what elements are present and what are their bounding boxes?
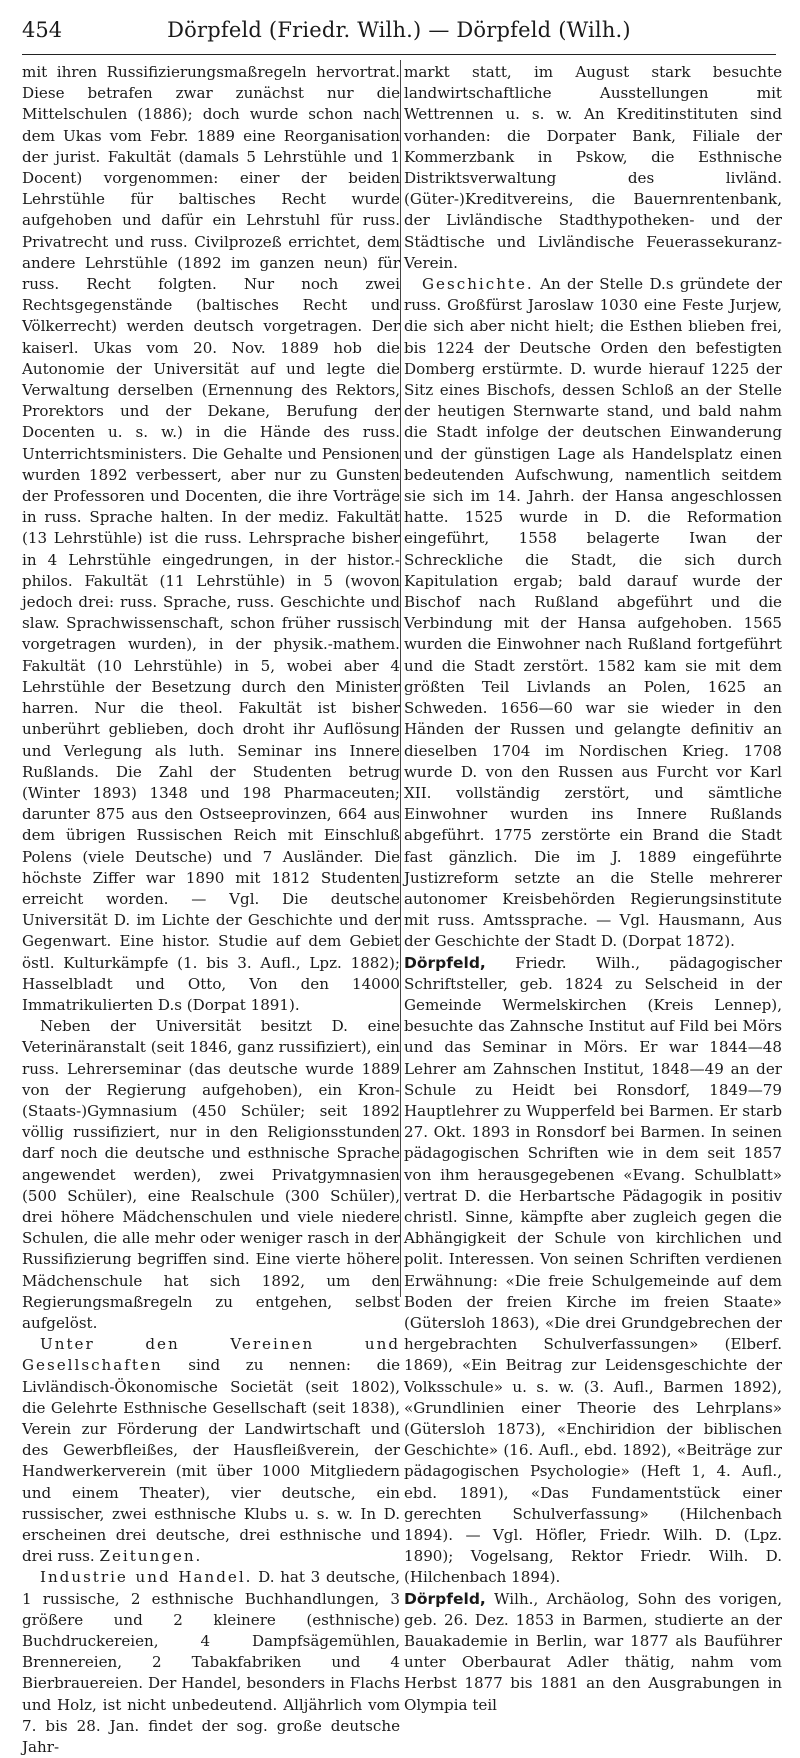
- lemma-doerpfeld-wilhelm: Dörpfeld,: [404, 1589, 486, 1608]
- newspapers-word: Zeitungen.: [99, 1547, 203, 1566]
- societies-text: sind zu nennen: die Livländisch-Ökonomische Societät (seit 1802), die Gelehrte Esthnische Gesellschaft (seit 1838), Verein zur Förderung der Landwirtschaft und des Gewerbfleißes, der Hausfleißverein, der Handwerkerverein (mit über 1000 Mitgliedern und einem Theater), vier deutsche, ein russischer, zwei esthnische Klubs u. s. w. In D. erscheinen drei deutsche, drei esthnische und drei russ.: [22, 1356, 400, 1566]
- section-heading-societies: Unter den Vereinen und Gesellschaften: [22, 1335, 400, 1375]
- section-heading-history: Geschichte.: [422, 275, 534, 294]
- entry-text-friedrich: Friedr. Wilh., pädagogischer Schriftsteller, geb. 1824 zu Selscheid in der Gemeinde Wermelskirchen (Kreis Lennep), besuchte das Zahnsche Institut auf Fild bei Mörs und das Seminar in Mörs. Er war 1844—48 Lehrer am Zahnschen Institut, 1848—49 an der Schule zu Heidt bei Ronsdorf, 1849—79 Hauptlehrer zu Wupperfeld bei Barmen. Er starb 27. Okt. 1893 in Ronsdorf bei Barmen. In seinen pädagogischen Schriften wie in dem seit 1857 von ihm herausgegebenen «Evang. Schulblatt» vertrat D. die Herbartsche Pädagogik in positiv christl. Sinne, kämpfte aber zugleich gegen die Abhängigkeit der Schule von kirchlichen und polit. Interessen. Von seinen Schriften verdienen Erwähnung: «Die freie Schulgemeinde auf dem Boden der freien Kirche im freien Staate» (Gütersloh 1863), «Die drei Grundgebrechen der hergebrachten Schulverfassungen» (Elberf. 1869), «Ein Beitrag zur Leidensgeschichte der Volksschule» u. s. w. (3. Aufl., Barmen 1892), «Grundlinien einer Theorie des Lehrplans» (Gütersloh 1873), «Enchiridion der biblischen Geschichte» (16. Aufl., ebd. 1892), «Beiträge zur pädagogischen Psychologie» (Heft 1, 4. Aufl., ebd. 1891), «Das Fundamentstück einer gerechten Schulverfassung» (Hilchenbach 1894). — Vgl. Höfler, Friedr. Wilh. D. (Lpz. 1890); Vogelsang, Rektor Friedr. Wilh. D. (Hilchenbach 1894).: [404, 953, 782, 1587]
- entry-doerpfeld-friedrich: [404, 953, 782, 1589]
- lemma-doerpfeld-friedrich: Dörpfeld,: [404, 953, 486, 972]
- paragraph-university-russification: mit ihren Russifizierungsmaßregeln hervortrat. Diese betrafen zwar zunächst nur die Mittelschulen (1886); doch wurde schon nach dem Ukas vom Febr. 1889 eine Reorganisation der jurist. Fakultät (damals 5 Lehrstühle und 1 Docent) vorgenommen: einer der beiden Lehrstühle für baltisches Recht wurde aufgehoben und dafür ein Lehrstuhl für russ. Privatrecht und russ. Civilprozeß errichtet, dem andere Lehrstühle (1892 im ganzen neun) für russ. Recht folgten. Nur noch zwei Rechtsgegenstände (baltisches Recht und Völkerrecht) werden deutsch vorgetragen. Der kaiserl. Ukas vom 20. Nov. 1889 hob die Autonomie der Universität auf und legte die Verwaltung derselben (Ernennung des Rektors, Prorektors und der Dekane, Berufung der Docenten u. s. w.) in die Hände des russ. Unterrichtsministers. Die Gehalte und Pensionen wurden 1892 verbessert, aber nur zu Gunsten der Professoren und Docenten, die ihre Vorträge in russ. Sprache halten. In der mediz. Fakultät (13 Lehrstühle) ist die russ. Lehrsprache bisher in 4 Lehrstühle eingedrungen, in der histor.-philos. Fakultät (11 Lehrstühle) in 5 (wovon jedoch drei: russ. Sprache, russ. Geschichte und slaw. Sprachwissenschaft, schon früher russisch vorgetragen wurden), in der physik.-mathem. Fakultät (10 Lehrstühle) in 5, wobei aber 4 Lehrstühle der Besetzung durch den Minister harren. Nur die theol. Fakultät ist bisher unberührt geblieben, doch droht ihr Auflösung und Verlegung als luth. Seminar ins Innere Rußlands. Die Zahl der Studenten betrug (Winter 1893) 1348 und 198 Pharmaceuten; darunter 875 aus den Ostseeprovinzen, 664 aus dem übrigen Russischen Reich mit Einschluß Polens (viele Deutsche) und 7 Ausländer. Die höchste Ziffer war 1890 mit 1812 Studenten erreicht worden. — Vgl. Die deutsche Universität D. im Lichte der Geschichte und der Gegenwart. Eine histor. Studie auf dem Gebiet östl. Kulturkämpfe (1. bis 3. Aufl., Lpz. 1882); Hasselbladt und Otto, Von den 14000 Immatrikulierten D.s (Dorpat 1891).: [22, 63, 400, 1014]
- paragraph-industry-trade: [22, 1567, 400, 1758]
- page-header: [22, 6, 776, 55]
- paragraph-societies: [22, 1334, 400, 1567]
- column-divider: [400, 60, 401, 1297]
- entry-doerpfeld-wilhelm: [404, 1589, 782, 1716]
- paragraph-trade-continued: markt statt, im August stark besuchte landwirtschaftliche Ausstellungen mit Wettrennen u. s. w. An Kreditinstituten sind vorhanden: die Dorpater Bank, Filiale der Kommerzbank in Pskow, die Esthnische Distriktsverwaltung des livländ. (Güter-)Kreditvereins, die Bauernrentenbank, der Livländische Stadthypotheken- und der Städtische und Livländische Feuerassekuranz-Verein.: [404, 63, 782, 272]
- industry-text: D. hat 3 deutsche, 1 russische, 2 esthnische Buchhandlungen, 3 größere und 2 kleinere (esthnische) Buchdruckereien, 4 Dampfsägemühlen, Brennereien, 2 Tabakfabriken und 4 Bierbrauereien. Der Handel, besonders in Flachs und Holz, ist nicht unbedeutend. Alljährlich vom 7. bis 28. Jan. findet der sog. große deutsche Jahr-: [22, 1568, 400, 1757]
- section-heading-industry: Industrie und Handel.: [40, 1568, 253, 1587]
- running-head: Dörpfeld (Friedr. Wilh.) — Dörpfeld (Wilh.): [167, 18, 631, 42]
- paragraph-schools: Neben der Universität besitzt D. eine Veterinäranstalt (seit 1846, ganz russifiziert), ein russ. Lehrerseminar (das deutsche wurde 1889 von der Regierung aufgehoben), ein Kron-(Staats-)Gymnasium (450 Schüler; seit 1892 völlig russifiziert, nur in den Religionsstunden darf noch die deutsche und esthnische Sprache angewendet werden), zwei Privatgymnasien (500 Schüler), eine Realschule (300 Schüler), drei höhere Mädchenschulen und viele niedere Schulen, die alle mehr oder weniger rasch in der Russifizierung begriffen sind. Eine vierte höhere Mädchenschule hat sich 1892, um den Regierungsmaßregeln zu entgehen, selbst aufgelöst.: [22, 1017, 400, 1332]
- left-column: [22, 62, 400, 1757]
- entry-text-wilhelm: Wilh., Archäolog, Sohn des vorigen, geb. 26. Dez. 1853 in Barmen, studierte an der Bauakademie in Berlin, war 1877 als Bauführer unter Oberbaurat Adler thätig, nahm vom Herbst 1877 bis 1881 an den Ausgrabungen in Olympia teil: [404, 1589, 782, 1714]
- page-number: 454: [22, 18, 63, 42]
- history-text: An der Stelle D.s gründete der russ. Großfürst Jaroslaw 1030 eine Feste Jurjew, die sich aber nicht hielt; die Esthen blieben frei, bis 1224 der Deutsche Orden den befestigten Domberg erstürmte. D. wurde hierauf 1225 der Sitz eines Bischofs, dessen Schloß an der Stelle der heutigen Sternwarte stand, und bald nahm die Stadt infolge der deutschen Einwanderung und der günstigen Lage als Handelsplatz einen bedeutenden Aufschwung, namentlich seitdem sie sich im 14. Jahrh. der Hansa angeschlossen hatte. 1525 wurde in D. die Reformation eingeführt, 1558 belagerte Iwan der Schreckliche die Stadt, die sich durch Kapitulation ergab; bald darauf wurde der Bischof nach Rußland abgeführt und die Verbindung mit der Hansa aufgehoben. 1565 wurden die Einwohner nach Rußland fortgeführt und die Stadt zerstört. 1582 kam sie mit dem größten Teil Livlands an Polen, 1625 an Schweden. 1656—60 war sie wieder in den Händen der Russen und gelangte definitiv an dieselben 1704 im Nordischen Krieg. 1708 wurde D. von den Russen aus Furcht vor Karl XII. vollständig zerstört, und sämtliche Einwohner wurden ins Innere Rußlands abgeführt. 1775 zerstörte ein Brand die Stadt fast gänzlich. Die im J. 1889 eingeführte Justizreform setzte an die Stelle mehrerer autonomer Kreisbehörden Regierungsinstitute mit russ. Amtssprache. — Vgl. Hausmann, Aus der Geschichte der Stadt D. (Dorpat 1872).: [404, 275, 782, 951]
- paragraph-history: [404, 274, 782, 953]
- right-column: [404, 62, 782, 1714]
